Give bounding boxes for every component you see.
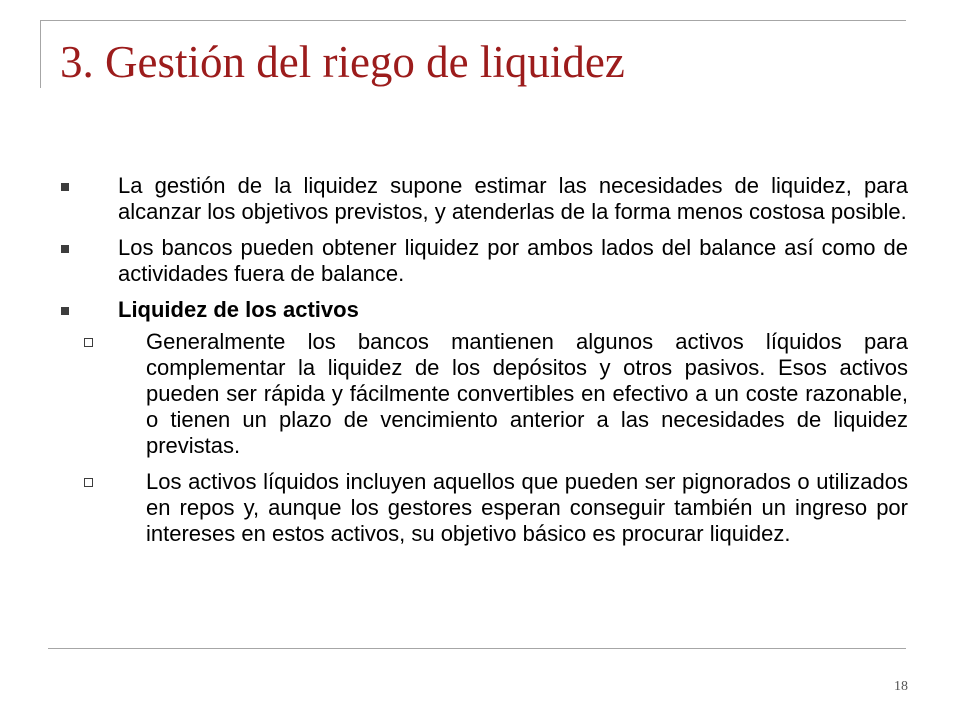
- slide-title: 3. Gestión del riego de liquidez: [60, 37, 625, 87]
- box-bullet-icon: [84, 478, 93, 487]
- bullet-item-heading: [60, 297, 908, 323]
- square-bullet-icon: [61, 245, 69, 253]
- bullet-item: [60, 235, 908, 287]
- top-border-line: [40, 20, 906, 21]
- page-number: 18: [894, 679, 908, 694]
- sub-bullet-text: Generalmente los bancos mantienen algunos activos líquidos para complementar la liquidez de los depósitos y otros pasivos. Esos activos pueden ser rápida y fácilmente convertibles en efectivo a un coste razonable, o tienen un plazo de vencimiento anterior a las necesidades de liquidez previstas.: [146, 329, 908, 458]
- left-border-line: [40, 20, 41, 88]
- square-bullet-icon: [61, 307, 69, 315]
- sub-bullet-item: [60, 329, 908, 459]
- sub-bullet-item: [60, 469, 908, 547]
- bullet-item: [60, 173, 908, 225]
- slide-body: [60, 173, 908, 557]
- footer-line: [48, 648, 906, 649]
- bullet-heading-text: Liquidez de los activos: [118, 297, 359, 322]
- sub-bullet-text: Los activos líquidos incluyen aquellos que pueden ser pignorados o utilizados en repos y, aunque los gestores esperan conseguir también un ingreso por intereses en estos activos, su objetivo básico es procurar liquidez.: [146, 469, 908, 546]
- box-bullet-icon: [84, 338, 93, 347]
- bullet-text: La gestión de la liquidez supone estimar las necesidades de liquidez, para alcanzar los objetivos previstos, y atenderlas de la forma menos costosa posible.: [118, 173, 908, 224]
- square-bullet-icon: [61, 183, 69, 191]
- bullet-text: Los bancos pueden obtener liquidez por ambos lados del balance así como de actividades fuera de balance.: [118, 235, 908, 286]
